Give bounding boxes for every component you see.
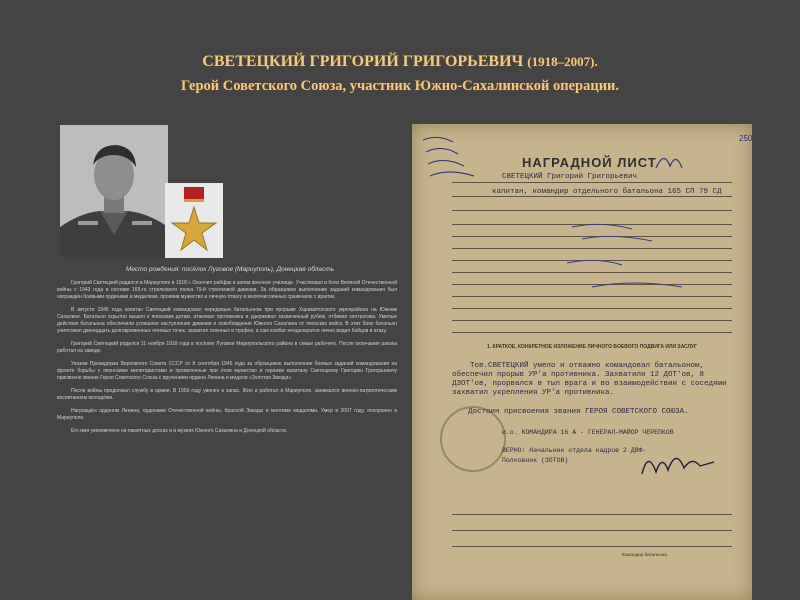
staff-line: ВЕРНО: Начальник отдела кадров 2 ДВФ-	[502, 447, 647, 454]
slide-title	[0, 52, 800, 72]
biography-text	[57, 280, 397, 596]
bio-paragraph: Награждён орденом Ленина, орденами Отечественной войны, Красной Звезды и многими медалями. Умер в 2007 году, похоронен в Мариуполе.	[57, 408, 397, 421]
life-dates: (1918–2007).	[527, 54, 598, 69]
slide-subtitle: Герой Советского Союза, участник Южно‑Сахалинской операции.	[180, 78, 620, 94]
hero-name: СВЕТЕЦКИЙ ГРИГОРИЙ ГРИГОРЬЕВИЧ	[202, 53, 524, 70]
staff-line-signature: Полковник (ЗОТОВ)	[502, 457, 569, 464]
award-sheet-document	[412, 124, 752, 600]
field-name-value: СВЕТЕЦКИЙ Григорий Григорьевич	[502, 173, 638, 181]
bio-paragraph: После войны продолжал службу в армии. В 1956 году уволен в запас. Жил и работал в Мариуполе, занимался военно-патриотическим воспитанием молодёжи.	[57, 388, 397, 401]
recommendation-text: Достоин присвоения звания ГЕРОЯ СОВЕТСКОГО СОЮЗА.	[468, 408, 689, 416]
field-rank-value: капитан, командир отдельного батальона 165 СП 79 СД	[492, 188, 722, 196]
bio-paragraph: Его имя увековечено на памятных досках и в музеях Южного Сахалина и Донецкой области.	[71, 428, 288, 434]
battalion-commander-label: Командир батальона	[622, 552, 667, 557]
bio-paragraph: Григорий Светецкий родился в Мариуполе в 1918 г. Окончил рабфак и затем военное училище. Участвовал в боях Великой Отечественной войны с 1943 года в составе 165-го стрелкового полка 79-й стрелковой дивизии. За образцовое выполнение заданий командования был награждён боевыми орденами и медалями, проявив мужество и личную отвагу в многочисленных сражениях с врагом.	[57, 280, 397, 300]
photo-caption: Место рождения: посёлок Луговое (Мариуполь), Донецкая область	[125, 266, 335, 273]
handwritten-entries	[562, 217, 712, 317]
gold-star-medal	[165, 183, 223, 258]
portrait-photo	[60, 125, 168, 257]
bio-paragraph: Григорий Светецкий родился 11 ноября 1918 года в посёлке Луговое Мариупольского района в семье рабочего. После окончания школы работал на заводе.	[57, 341, 397, 354]
official-stamp	[440, 406, 506, 472]
handwritten-notes-mark	[418, 130, 488, 190]
citation-text: Тов.СВЕТЕЦКИЙ умело и отважно командовал батальоном, обеспечил прорыв УР'а противника. Захватили 12 ДОТ'ов, 8 ДЗОТ'ов, прорвался в тыл врага и во взаимодействии с соседями захватил укрепления УР'а противника.	[452, 362, 727, 397]
document-title: НАГРАДНОЙ ЛИСТ	[522, 155, 657, 170]
bio-paragraph: В августе 1945 года капитан Светецкий командовал передовым батальоном при прорыве Харамитогского укрепрайона на Южном Сахалине. Батальон скрытно вышел к японским дотам, атаковал противника и удерживал захваченный рубеж, отбивая контратаки. Умелые действия батальона обеспечили успешное наступление дивизии и освобождение Южного Сахалина от японских войск. В этих боях батальон уничтожил двенадцать долговременных огневых точек, захватил пленных и трофеи, а сам комбат неоднократно лично водил бойцов в атаку.	[57, 307, 397, 334]
handwritten-number: 250	[739, 134, 752, 143]
handwritten-mark	[652, 146, 692, 174]
signature-mark	[638, 444, 718, 484]
bio-paragraph: Указом Президиума Верховного Совета СССР от 8 сентября 1945 года за образцовое выполнение боевых заданий командования на фронте борьбы с японскими милитаристами и проявленные при этом мужество и героизм капитану Светецкому Григорию Григорьевичу присвоено звание Героя Советского Союза с вручением ордена Ленина и медали «Золотая Звезда».	[57, 361, 397, 381]
section-heading: 1. КРАТКОЕ, КОНКРЕТНОЕ ИЗЛОЖЕНИЕ ЛИЧНОГО БОЕВОГО ПОДВИГА ИЛИ ЗАСЛУГ	[487, 344, 697, 350]
commander-line: и.о. КОМАНДИРА 16 А - ГЕНЕРАЛ-МАЙОР ЧЕРЕПКОВ	[502, 429, 674, 436]
